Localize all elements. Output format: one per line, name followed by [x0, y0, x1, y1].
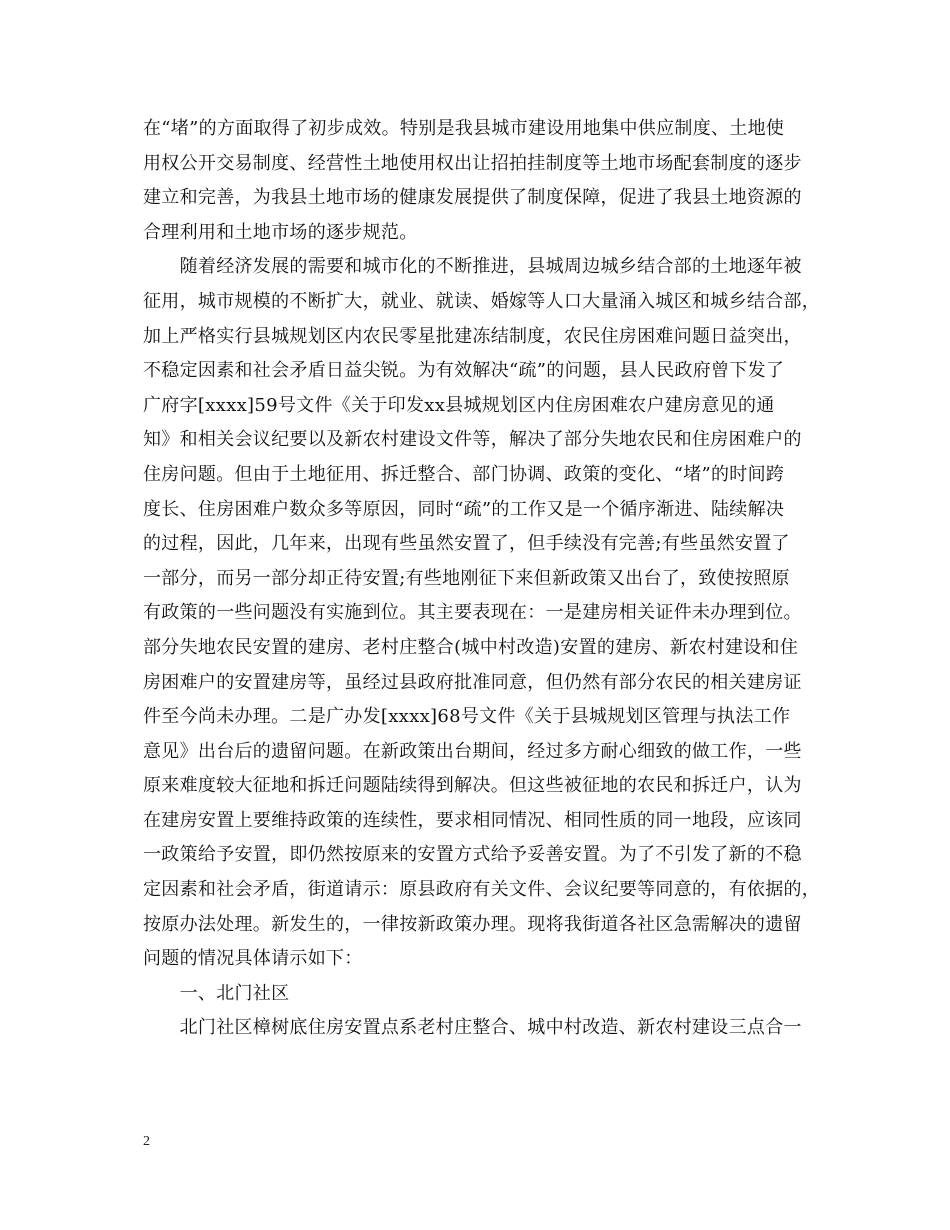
text-line: 问题的情况具体请示如下：	[143, 948, 363, 970]
text-line: 意见》出台后的遗留问题。在新政策出台期间，经过多方耐心细致的做工作，一些	[143, 740, 802, 762]
section-heading: 一、北门社区	[143, 982, 290, 1004]
text-line: 按原办法处理。新发生的，一律按新政策办理。现将我街道各社区急需解决的遗留	[143, 913, 802, 935]
text-line: 度长、住房困难户数众多等原因，同时“疏”的工作又是一个循序渐进、陆续解决	[143, 498, 785, 520]
text-line: 一部分，而另一部分却正待安置;有些地刚征下来但新政策又出台了，致使按照原	[143, 567, 790, 589]
text-line: 原来难度较大征地和拆迁问题陆续得到解决。但这些被征地的农民和拆迁户，认为	[143, 775, 802, 797]
text-line: 合理利用和土地市场的逐步规范。	[143, 221, 418, 243]
text-line: 不稳定因素和社会矛盾日益尖锐。为有效解决“疏”的问题，县人民政府曾下发了	[143, 360, 785, 382]
text-line: 建立和完善，为我县土地市场的健康发展提供了制度保障，促进了我县土地资源的	[143, 187, 802, 209]
text-line: 件至今尚未办理。二是广办发[xxxx]68号文件《关于县城规划区管理与执法工作	[143, 706, 791, 728]
text-line: 在“堵”的方面取得了初步成效。特别是我县城市建设用地集中供应制度、土地使	[143, 118, 785, 139]
text-line: 加上严格实行县城规划区内农民零星批建冻结制度，农民住房困难问题日益突出，	[143, 325, 802, 347]
text-line: 在建房安置上要维持政策的连续性，要求相同情况、相同性质的同一地段，应该同	[143, 809, 802, 831]
text-line: 住房问题。但由于土地征用、拆迁整合、部门协调、政策的变化、“堵”的时间跨	[143, 463, 785, 485]
text-line: 一政策给予安置，即仍然按原来的安置方式给予妥善安置。为了不引发了新的不稳	[143, 844, 802, 866]
page-number: 2	[143, 1134, 150, 1149]
text-line: 部分失地农民安置的建房、老村庄整合(城中村改造)安置的建房、新农村建设和住	[143, 636, 799, 658]
text-line: 随着经济发展的需要和城市化的不断推进，县城周边城乡结合部的土地逐年被	[143, 256, 802, 278]
text-line: 用权公开交易制度、经营性土地使用权出让招拍挂制度等土地市场配套制度的逐步	[143, 152, 802, 174]
text-line: 北门社区樟树底住房安置点系老村庄整合、城中村改造、新农村建设三点合一	[143, 1017, 802, 1039]
text-line: 房困难户的安置建房等，虽经过县政府批准同意，但仍然有部分农民的相关建房证	[143, 671, 802, 693]
text-line: 的过程，因此，几年来，出现有些虽然安置了，但手续没有完善;有些虽然安置了	[143, 533, 790, 555]
text-line: 广府字[xxxx]59号文件《关于印发xx县城规划区内住房困难农户建房意见的通	[143, 394, 775, 416]
text-line: 定因素和社会矛盾，街道请示：原县政府有关文件、会议纪要等同意的，有依据的，	[143, 879, 821, 901]
text-line: 知》和相关会议纪要以及新农村建设文件等，解决了部分失地农民和住房困难户的	[143, 429, 802, 451]
text-line: 有政策的一些问题没有实施到位。其主要表现在：一是建房相关证件未办理到位。	[143, 602, 802, 624]
text-line: 征用，城市规模的不断扩大，就业、就读、婚嫁等人口大量涌入城区和城乡结合部，	[143, 290, 821, 312]
body-text	[143, 112, 833, 1046]
